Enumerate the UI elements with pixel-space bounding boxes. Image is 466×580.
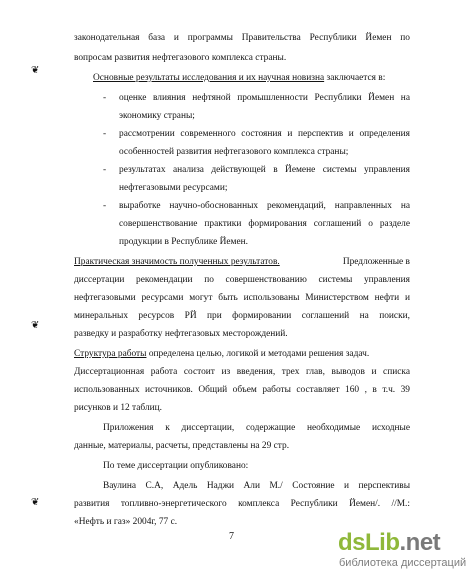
text-line: Диссертационная работа состоит из введения, трех глав, выводов и списка: [74, 367, 410, 377]
watermark: [338, 529, 466, 574]
scan-mark-icon: ❦: [31, 65, 40, 76]
text-line: вопросам развития нефтегазового комплекса страны.: [74, 53, 287, 63]
bullet-item-continuation: экономику страны;: [119, 111, 195, 121]
publication-reference: развития топливно-энергетического комплекса Республики Йемен/. //М.:: [74, 499, 410, 509]
text-line: нефтегазовыми ресурсами могут быть использованы Министерством нефти и: [74, 293, 410, 303]
text-line: использованных источников. Общий объем работы составляет 160 , в т.ч. 39: [74, 385, 410, 395]
heading-tail: определена целью, логикой и методами решения задач.: [146, 349, 370, 359]
text-line: диссертации рекомендации по совершенствованию системы управления: [74, 275, 410, 285]
bullet-item: выработке научно-обоснованных рекомендаций, направленных на: [119, 201, 410, 211]
bullet-item: результатах анализа действующей в Йемене системы управления: [119, 165, 410, 175]
text-line: По теме диссертации опубликовано:: [103, 461, 249, 471]
heading-tail: заключается в:: [324, 73, 386, 83]
bullet-item-continuation: продукции в Республике Йемен.: [119, 237, 248, 247]
bullet-item: рассмотрении современного состояния и перспектив и определения: [119, 129, 410, 139]
text-line: рисунков и 12 таблиц.: [74, 403, 163, 413]
scan-mark-icon: ❦: [31, 320, 40, 331]
bullet-marker: -: [103, 165, 107, 175]
paragraph-structure: [74, 348, 410, 360]
bullet-marker: -: [103, 201, 107, 211]
publication-reference: «Нефть и газ» 2004г, 77 с.: [74, 517, 178, 527]
dslib-logo: dsLib.net: [338, 529, 441, 556]
bullet-item: оценке влияния нефтяной промышленности Республики Йемен на: [119, 93, 410, 103]
section-heading-results: [93, 72, 413, 84]
text-line: Приложения к диссертации, содержащие необходимые исходные: [103, 423, 410, 433]
text-line: минеральных ресурсов РЙ при формировании соглашений на поиски,: [74, 311, 410, 321]
underlined-heading: Структура работы: [74, 349, 147, 359]
bullet-item-continuation: нефтегазовыми ресурсами;: [119, 183, 228, 193]
bullet-item-continuation: особенностей развития нефтегазового комплекса страны;: [119, 147, 349, 157]
bullet-item-continuation: совершенствование практики формирования соглашений о разделе: [119, 219, 410, 229]
watermark-subtitle: библиотека диссертаций: [339, 557, 466, 569]
bullet-marker: -: [103, 93, 107, 103]
bullet-marker: -: [103, 129, 107, 139]
page-number: 7: [229, 531, 234, 542]
underlined-heading: Практическая значимость полученных результатов.: [74, 257, 280, 267]
text-line: законодательная база и программы Правительства Республики Йемен по: [74, 33, 410, 43]
underlined-heading: Основные результаты исследования и их научная новизна: [93, 73, 325, 83]
publication-reference: Ваулина С.А, Адель Наджи Али М./ Состояние и перспективы: [103, 481, 410, 491]
text-line: разведку и разработку нефтегазовых месторождений.: [74, 329, 288, 339]
text-line: данные, материалы, расчеты, представлены на 29 стр.: [74, 441, 290, 451]
paragraph-practical-significance: [74, 256, 410, 268]
scan-mark-icon: ❦: [31, 497, 40, 508]
heading-tail: Предложенные в: [342, 257, 410, 267]
